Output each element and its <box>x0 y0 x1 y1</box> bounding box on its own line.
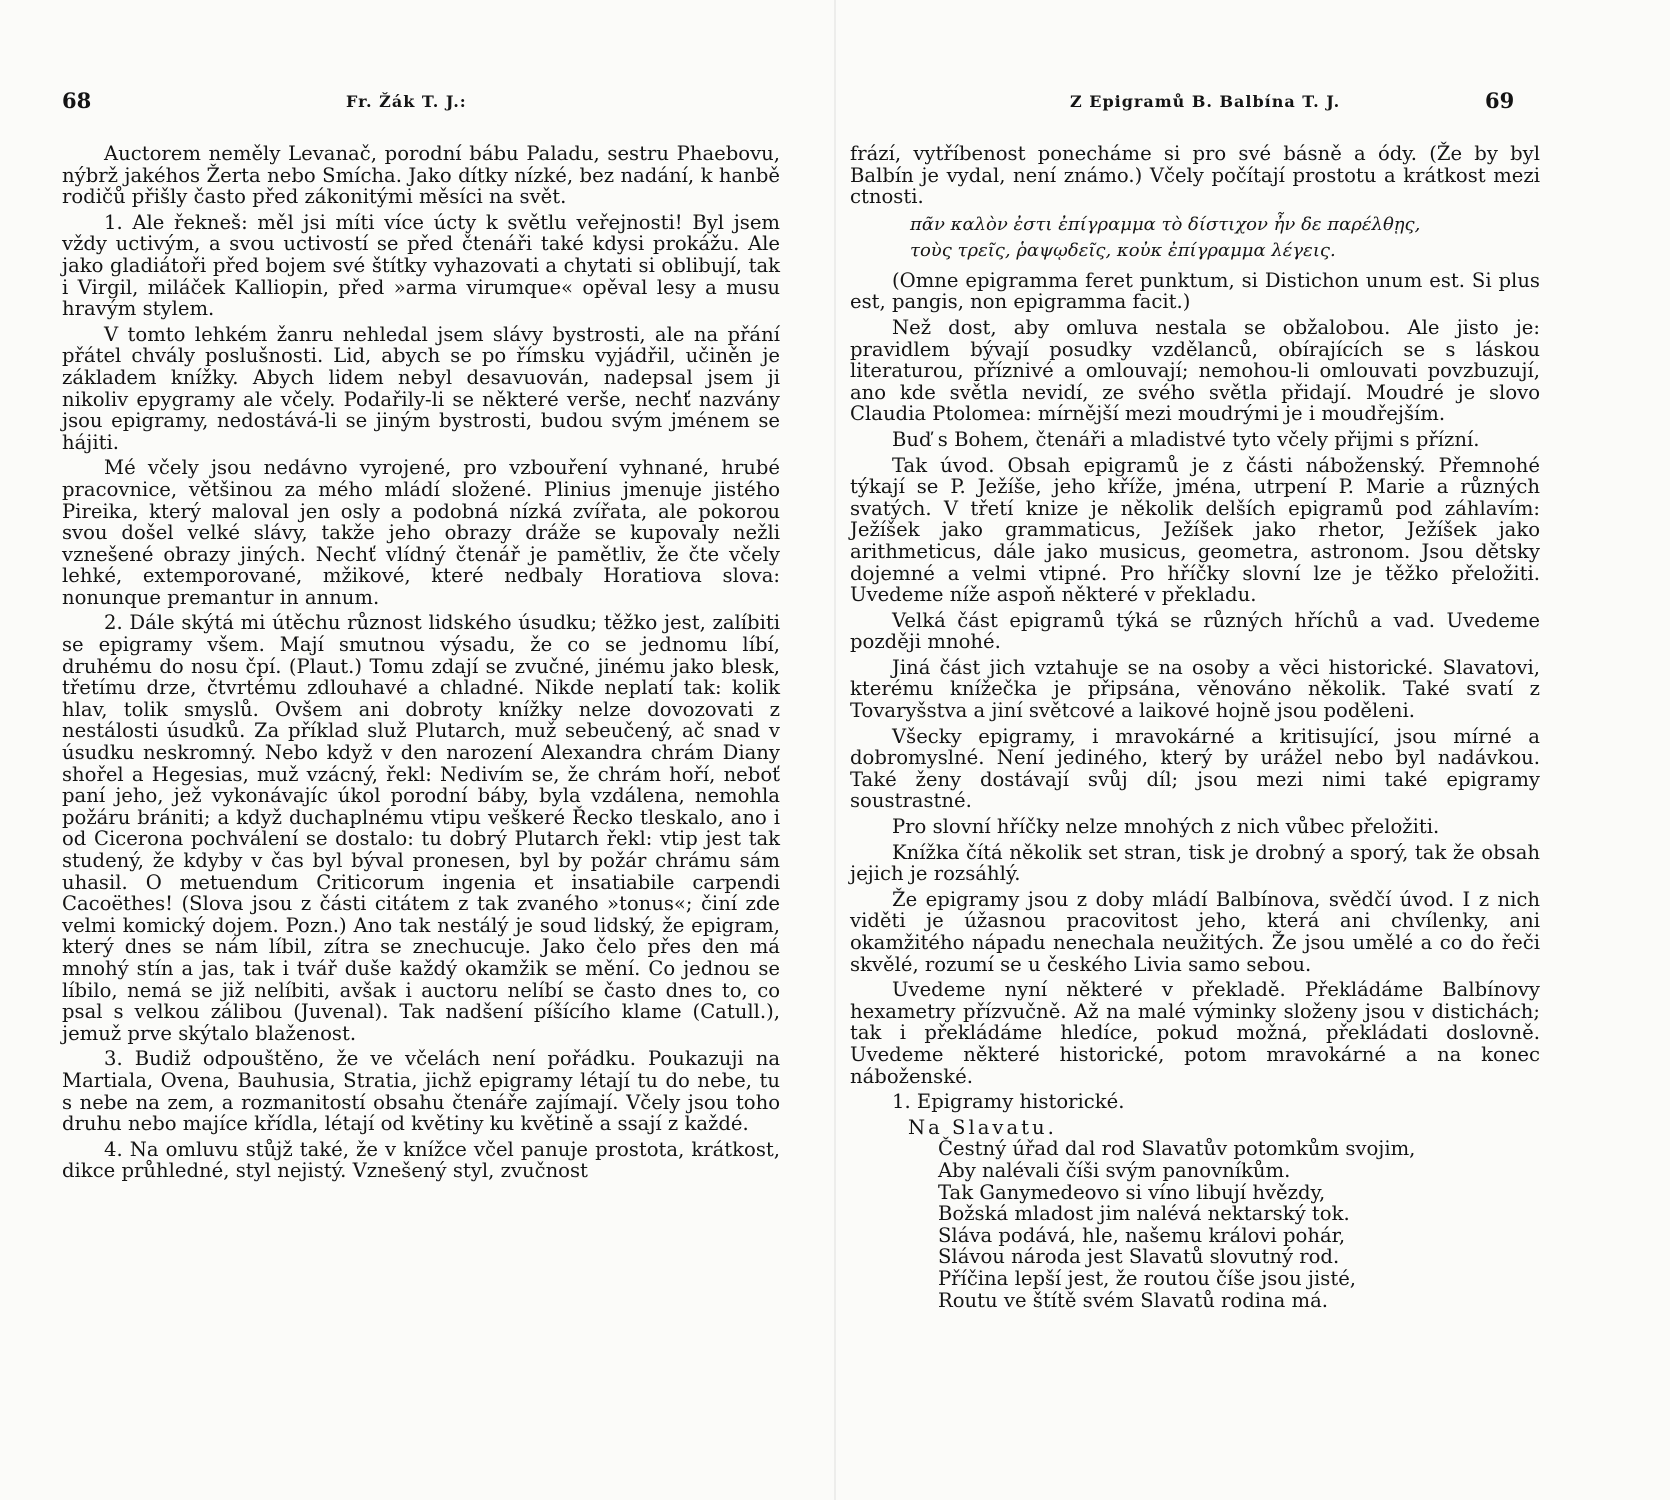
poem-line: Tak Ganymedeovo si víno libují hvězdy, <box>938 1180 1326 1204</box>
paragraph: Že epigramy jsou z doby mládí Balbínova, svědčí úvod. I z nich viděti je úžasnou pracovitost jeho, která ani chvílenky, ani okamžitého nápadu nenechala neužitých. Že jsou umělé a co do řeči skvělé, rozumí se u českého Livia samo sebou. <box>850 887 1540 976</box>
running-head: Z Epigramů B. Balbína T. J. <box>1070 92 1341 111</box>
page-number: 68 <box>62 88 92 113</box>
paragraph: V tomto lehkém žanru nehledal jsem slávy bystrosti, ale na přání přátel chvály poslušnosti. Lid, abych se po římsku vyjádřil, učiněn je základem knížky. Abych lidem nebyl desavuován, nadepsal jsem ji nikoliv epygramy ale včely. Podařily-li se některé verše, nechť nazvány jsou epigramy, nedostává-li se jiným bystrosti, budou svým jménem se hájiti. <box>62 322 780 454</box>
paragraph: 4. Na omluvu stůjž také, že v knížce včel panuje prostota, krátkost, dikce průhledné, styl nejistý. Vznešený styl, zvučnost <box>62 1137 780 1183</box>
poem-line: Routu ve štítě svém Slavatů rodina má. <box>938 1288 1329 1312</box>
poem-line: Čestný úřad dal rod Slavatův potomkům svojim, <box>938 1137 1416 1161</box>
paragraph: Pro slovní hříčky nelze mnohých z nich vůbec přeložiti. <box>892 815 1440 839</box>
right-text-body <box>850 143 1540 1311</box>
paragraph: Auctorem neměly Levanač, porodní bábu Paladu, sestru Phaebovu, nýbrž jakéhos Žerta nebo Smícha. Jako dítky nízké, bez nadání, k hanbě rodičů přišly často před zákonitými měsíci na svět. <box>62 142 780 209</box>
paragraph: Tak úvod. Obsah epigramů je z části náboženský. Přemnohé týkají se P. Ježíše, jeho kříže, jména, utrpení P. Marie a různých svatých. V třetí knize je několik delších epigramů pod záhlavím: Ježíšek jako grammaticus, Ježíšek jako rhetor, Ježíšek jako arithmeticus, dále jako musicus, geometra, astronom. Jsou dětsky dojemné a velmi vtipné. Pro hříčky slovní lze je těžko přeložiti. Uvedeme níže aspoň některé v překladu. <box>850 453 1540 607</box>
greek-quote <box>910 212 1540 264</box>
paragraph: Buď s Bohem, čtenáři a mladistvé tyto včely přijmi s přízní. <box>892 427 1480 451</box>
poem <box>850 1138 1540 1311</box>
poem-line: Božská mladost jim nalévá nektarský tok. <box>938 1202 1350 1226</box>
paragraph: 2. Dále skýtá mi útěchu různost lidského úsudku; těžko jest, zalíbiti se epigramy všem. Mají smutnou výsadu, že co se jednomu líbí, druhému do nosu čpí. (Plaut.) Tomu zdají se zvučné, jinému jako blesk, třetímu drze, čtvrtému zdlouhavé a chladné. Nikde neplatí tak: kolik hlav, tolik smyslů. Ovšem ani dobroty knížky nelze dovozovati z nestálosti úsudků. Za příklad služ Plutarch, muž sebeučený, ač snad v úsudku neskromný. Nebo když v den narození Alexandra chrám Diany shořel a Hegesias, muž vzácný, řekl: Nedivím se, že chrám hoří, neboť paní jeho, jež vykonávajíc úkol porodní báby, byla vzdálena, nemohla požáru brániti; a když duchaplnému vtipu veškeré Řecko tleskalo, ano i od Cicerona pochválení se dostalo: tu dobrý Plutarch řekl: vtip jest tak studený, že kdyby v čas byl býval pronesen, byl by požár chrámu sám uhasil. O metuendum Criticorum ingenia et insatiabile carpendi Cacoëthes! (Slova jsou z části citátem z tak zvaného »tonus«; činí zde velmi komický dojem. Pozn.) Ano tak nestálý je soud lidský, že epigram, který dnes se nám líbil, zítra se znechucuje. Jako čelo přes den má mnohý stín a jas, tak i tvář duše každý okamžik se mění. Co jednou se líbilo, nemá se již nelíbiti, avšak i auctoru nelíbí se často dnes to, co psal s velkou zálibou (Juvenal). Tak nadšení píšícího klame (Catull.), jemuž prve skýtalo blaženost. <box>62 611 780 1045</box>
running-head: Fr. Žák T. J.: <box>346 92 467 111</box>
paragraph: frází, vytříbenost ponecháme si pro své básně a ódy. (Že by byl Balbín je vydal, není známo.) Včely počítají prostotu a krátkost mezi ctnosti. <box>850 142 1540 209</box>
latin-gloss: (Omne epigramma feret punktum, si Distichon unum est. Si plus est, pangis, non epigramma facit.) <box>850 268 1540 314</box>
greek-line: πᾶν καλὸν ἐστι ἐπίγραμμα τὸ δίστιχον ἦν δε παρέλθῃς, <box>910 213 1421 235</box>
right-page <box>835 0 1670 1500</box>
section-heading: 1. Epigramy historické. <box>892 1090 1125 1114</box>
paragraph: Uvedeme nyní některé v překladě. Překládáme Balbínovy hexametry přízvučně. Až na malé výminky složeny jsou v distichách; tak i překládáme hledíce, pokud možná, překládati doslovně. Uvedeme některé historické, potom mravokárné a na konec náboženské. <box>850 978 1540 1088</box>
paragraph: 1. Ale řekneš: měl jsi míti více úcty k světlu veřejnosti! Byl jsem vždy uctivým, a svou uctivostí se před čtenáři také kdysi prokážu. Ale jako gladiátoři před bojem své štítky vyhazovati a chytati si oblibují, tak i Virgil, miláček Kalliopin, před »arma virumque« opěval lesy a musu hravým stylem. <box>62 210 780 321</box>
poem-title: Na Slavatu. <box>908 1115 1057 1139</box>
page-number: 69 <box>1485 88 1515 113</box>
poem-line: Příčina lepší jest, že routou číše jsou jisté, <box>938 1266 1357 1290</box>
paragraph: Velká část epigramů týká se různých hříchů a vad. Uvedeme později mnohé. <box>850 608 1540 654</box>
paragraph: Než dost, aby omluva nestala se obžalobou. Ale jisto je: pravidlem bývají posudky vzdělanců, obírajících se s láskou literaturou, příznivé a omlouvají; nemohou-li omlouvati povzbuzují, ano kde světla nevidí, ze svého světla přidají. Moudré je slovo Claudia Ptolomea: mírnější mezi moudrými je i moudřejším. <box>850 315 1540 426</box>
paragraph: Jiná část jich vztahuje se na osoby a věci historické. Slavatovi, kterému knížečka je připsána, věnováno několik. Také svatí z Tovaryšstva a jiní světcové a laikové hojně jsou poděleni. <box>850 655 1540 723</box>
paragraph: Knížka čítá několik set stran, tisk je drobný a sporý, tak že obsah jejich je rozsáhlý. <box>850 840 1540 886</box>
left-text-body <box>62 143 780 1182</box>
paragraph: Mé včely jsou nedávno vyrojené, pro vzbouření vyhnané, hrubé pracovnice, většinou za mého mládí složené. Plinius jmenuje jistého Pireika, který maloval jen osly a podobná nízká zvířata, ale pokorou svou došel velké slávy, takže jeho obrazy dráže se kupovaly nežli vznešené obrazy jiných. Nechť vlídný čtenář je pamětliv, že čte včely lehké, extemporované, mžikové, které nedbaly Horatiova slova: nonunque premantur in annum. <box>62 456 780 609</box>
paragraph: Všecky epigramy, i mravokárné a kritisující, jsou mírné a dobromyslné. Není jediného, který by urážel nebo byl nadávkou. Také ženy dostávají svůj díl; jsou mezi nimi také epigramy soustrastné. <box>850 724 1540 813</box>
paragraph: 3. Budiž odpouštěno, že ve včelách není pořádku. Poukazuji na Martiala, Ovena, Bauhusia, Stratia, jichž epigramy létají tu do nebe, tu s nebe na zem, a rozmanitostí obsahu čtenáře zajímají. Včely jsou toho druhu nebo majíce křídla, létají od květiny ku květině a ssají z každé. <box>62 1047 780 1136</box>
poem-line: Sláva podává, hle, našemu královi pohár, <box>938 1223 1346 1247</box>
greek-line: τοὺς τρεῖς, ῥαψῳδεῖς, κοὐκ ἐπίγραμμα λέγεις. <box>910 239 1336 261</box>
poem-line: Slávou národa jest Slavatů slovutný rod. <box>938 1245 1340 1269</box>
poem-line: Aby nalévali číši svým panovníkům. <box>938 1158 1291 1182</box>
